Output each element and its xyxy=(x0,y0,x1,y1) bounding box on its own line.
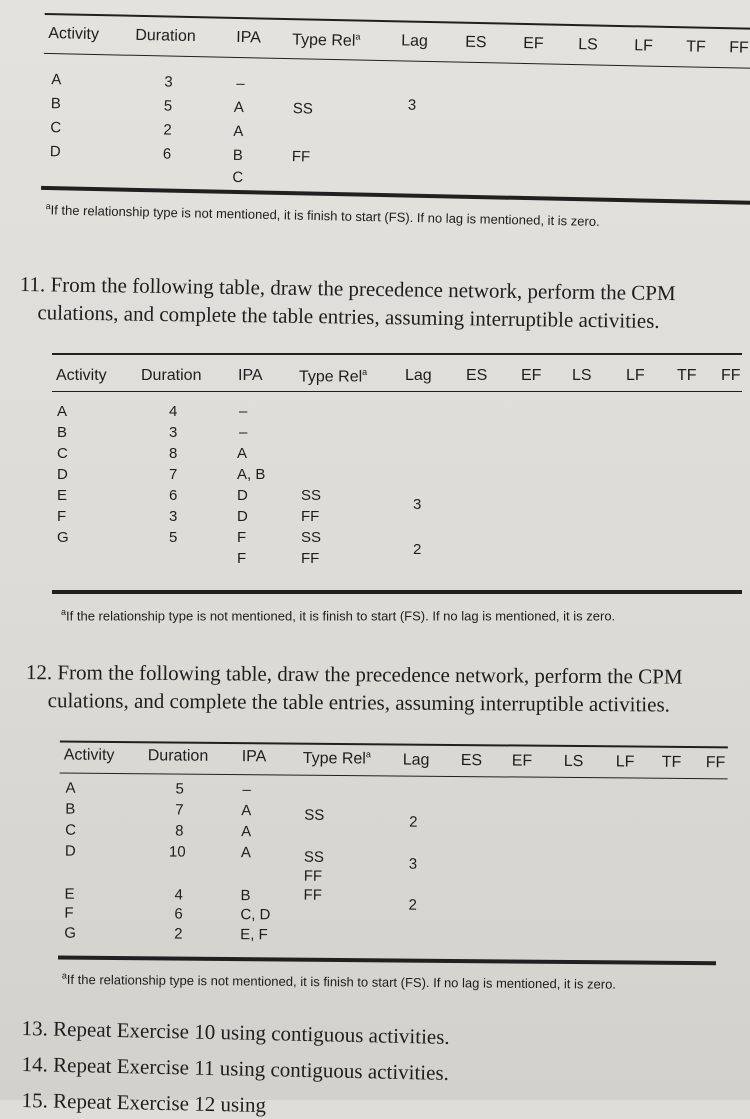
exercise-text: culations, and complete the table entries, assuming interruptible activities. xyxy=(47,688,671,717)
activity-cell: G xyxy=(64,924,76,942)
col-header-ff: FF xyxy=(705,754,726,772)
ipa-cell: A xyxy=(241,802,252,820)
footnote-text: If the relationship type is not mentioned, it is finish to start (FS). If no lag is mentioned, it is zero. xyxy=(50,202,600,229)
exercise-text: Repeat Exercise 12 using xyxy=(52,1088,267,1118)
activity-cell: B xyxy=(65,800,76,818)
table-footnote xyxy=(62,971,616,992)
ipa-cell: D xyxy=(237,508,248,525)
activity-cell: D xyxy=(57,466,68,483)
footnote-sup: a xyxy=(61,970,67,981)
col-header-lf: LF xyxy=(615,753,635,771)
ipa-cell: A xyxy=(241,823,252,841)
lag-cell: 2 xyxy=(413,541,422,558)
ipa-cell: A xyxy=(233,122,244,141)
col-header-duration: Duration xyxy=(141,367,202,384)
col-header-lf: LF xyxy=(634,37,654,55)
col-header-ef: EF xyxy=(511,752,533,770)
table-bottom-rule xyxy=(58,956,716,966)
col-header-activity: Activity xyxy=(63,746,115,764)
ipa-cell: – xyxy=(236,74,245,93)
activity-cell: B xyxy=(50,95,62,113)
exercise-number: 15. xyxy=(21,1087,49,1113)
duration-cell: 7 xyxy=(175,801,184,819)
activity-cell: B xyxy=(57,424,68,441)
col-header-duration: Duration xyxy=(147,747,209,765)
col-header-ff: FF xyxy=(721,367,741,384)
table-exercise-12 xyxy=(0,730,750,992)
lag-cell: 2 xyxy=(408,896,417,914)
table-footnote xyxy=(61,607,615,623)
activity-cell: C xyxy=(65,821,77,839)
ipa-cell: – xyxy=(242,781,251,799)
header-rule xyxy=(60,773,728,780)
col-header-lag: Lag xyxy=(405,367,432,384)
col-header-ipa: IPA xyxy=(241,748,267,766)
col-header-tf: TF xyxy=(685,38,706,56)
duration-cell: 2 xyxy=(163,121,172,139)
col-header-ef: EF xyxy=(521,367,542,384)
col-header-ls: LS xyxy=(578,36,598,54)
activity-cell: C xyxy=(50,119,62,137)
activity-cell: F xyxy=(64,904,74,922)
col-header-lf: LF xyxy=(626,367,645,384)
col-header-es: ES xyxy=(465,33,487,52)
col-header-ls: LS xyxy=(563,752,584,771)
table-bottom-rule xyxy=(52,590,742,594)
type-rel-cell: FF xyxy=(301,508,320,525)
exercise-number: 14. xyxy=(21,1051,49,1077)
activity-cell: F xyxy=(57,508,67,525)
col-header-duration: Duration xyxy=(135,26,196,46)
ipa-cell: F xyxy=(237,529,247,546)
exercise-text: Repeat Exercise 11 using contiguous activities. xyxy=(52,1052,450,1085)
footnote-sup: a xyxy=(61,607,67,617)
activity-cell: G xyxy=(57,529,69,546)
duration-cell: 3 xyxy=(169,424,178,441)
duration-cell: 4 xyxy=(174,886,183,904)
col-header-lag: Lag xyxy=(401,32,429,50)
col-header-type-rel xyxy=(299,367,367,386)
exercise-number: 12. xyxy=(25,659,53,685)
duration-cell: 5 xyxy=(163,97,173,115)
footnote-marker: a xyxy=(355,31,361,42)
activity-cell: A xyxy=(65,779,76,797)
type-rel-cell: FF xyxy=(291,148,311,166)
ipa-cell: B xyxy=(232,146,243,165)
footnote-marker: a xyxy=(362,367,368,377)
duration-cell: 6 xyxy=(162,145,172,163)
exercise-13 xyxy=(21,1014,450,1051)
col-header-ipa: IPA xyxy=(238,367,263,384)
ipa-cell: C xyxy=(232,168,244,187)
col-header-lag: Lag xyxy=(402,751,430,769)
type-rel-cell: SS xyxy=(303,848,324,866)
lag-cell: 3 xyxy=(408,855,418,873)
col-header-es: ES xyxy=(460,752,483,770)
activity-cell: E xyxy=(64,885,75,903)
col-header-es: ES xyxy=(466,367,488,384)
table-footnote xyxy=(45,201,599,229)
lag-cell: 2 xyxy=(409,813,418,831)
exercise-text: culations, and complete the table entries, assuming interruptible activities. xyxy=(37,300,660,333)
col-header-type-rel-label: Type Rel xyxy=(302,749,366,768)
exercise-text: From the following table, draw the precedence network, perform the CPM xyxy=(50,272,676,306)
col-header-activity: Activity xyxy=(56,367,107,384)
duration-cell: 7 xyxy=(169,466,178,483)
type-rel-cell: SS xyxy=(304,806,325,824)
type-rel-cell: SS xyxy=(301,487,322,504)
exercise-14 xyxy=(21,1050,449,1087)
type-rel-cell: SS xyxy=(301,529,322,546)
lag-cell: 3 xyxy=(407,96,417,114)
col-header-type-rel-label: Type Rel xyxy=(299,368,363,386)
col-header-type-rel xyxy=(303,749,371,769)
type-rel-cell: FF xyxy=(301,550,320,567)
ipa-cell: B xyxy=(240,887,251,905)
ipa-cell: E, F xyxy=(240,926,268,944)
col-header-ipa: IPA xyxy=(236,28,262,47)
duration-cell: 10 xyxy=(168,843,186,861)
ipa-cell: – xyxy=(239,424,248,441)
footnote-text: If the relationship type is not mentioned, it is finish to start (FS). If no lag is mentioned, it is zero. xyxy=(66,608,616,624)
activity-cell: C xyxy=(57,445,68,462)
exercise-15 xyxy=(21,1086,266,1119)
activity-cell: A xyxy=(57,403,68,420)
exercise-number: 13. xyxy=(21,1015,49,1041)
col-header-ls: LS xyxy=(572,367,592,384)
duration-cell: 3 xyxy=(164,73,173,91)
exercise-11 xyxy=(19,270,676,335)
ipa-cell: A, B xyxy=(237,466,266,483)
duration-cell: 3 xyxy=(169,508,178,525)
duration-cell: 6 xyxy=(169,487,178,504)
footnote-marker: a xyxy=(365,749,372,760)
duration-cell: 8 xyxy=(169,445,178,462)
col-header-ff: FF xyxy=(728,39,749,57)
activity-cell: D xyxy=(64,842,76,860)
col-header-type-rel-label: Type Rel xyxy=(292,31,356,50)
lag-cell: 3 xyxy=(413,496,422,513)
col-header-tf: TF xyxy=(677,367,697,384)
col-header-ef: EF xyxy=(523,34,544,53)
ipa-cell: D xyxy=(237,487,248,504)
activity-cell: D xyxy=(49,143,61,161)
duration-cell: 8 xyxy=(175,822,184,840)
activity-cell: E xyxy=(57,487,68,504)
duration-cell: 5 xyxy=(169,529,178,546)
col-header-tf: TF xyxy=(661,753,682,771)
table-bottom-rule xyxy=(41,186,750,205)
activity-cell: A xyxy=(51,71,62,89)
footnote-sup: a xyxy=(45,201,51,212)
ipa-cell: – xyxy=(239,403,248,420)
exercise-12-line-2 xyxy=(26,686,683,719)
exercise-12 xyxy=(26,658,683,719)
table-exercise-10 xyxy=(0,0,750,229)
table-top-rule xyxy=(52,353,742,355)
ipa-cell: F xyxy=(237,550,247,567)
ipa-cell: C, D xyxy=(240,906,271,924)
ipa-cell: A xyxy=(237,445,248,462)
duration-cell: 4 xyxy=(169,403,178,420)
exercise-text: From the following table, draw the precedence network, perform the CPM xyxy=(57,660,683,689)
duration-cell: 2 xyxy=(174,925,183,943)
header-rule xyxy=(52,391,742,392)
type-rel-cell: FF xyxy=(303,867,323,885)
col-header-activity: Activity xyxy=(48,25,100,44)
col-header-type-rel xyxy=(292,30,361,51)
ipa-cell: A xyxy=(233,98,244,117)
duration-cell: 5 xyxy=(175,780,184,798)
type-rel-cell: FF xyxy=(303,886,322,904)
duration-cell: 6 xyxy=(174,905,183,923)
exercise-text: Repeat Exercise 10 using contiguous activities. xyxy=(52,1016,450,1049)
type-rel-cell: SS xyxy=(292,100,313,118)
exercise-number: 11. xyxy=(19,271,46,297)
footnote-text: If the relationship type is not mentioned, it is finish to start (FS). If no lag is mentioned, it is zero. xyxy=(66,971,617,992)
ipa-cell: A xyxy=(240,844,252,862)
